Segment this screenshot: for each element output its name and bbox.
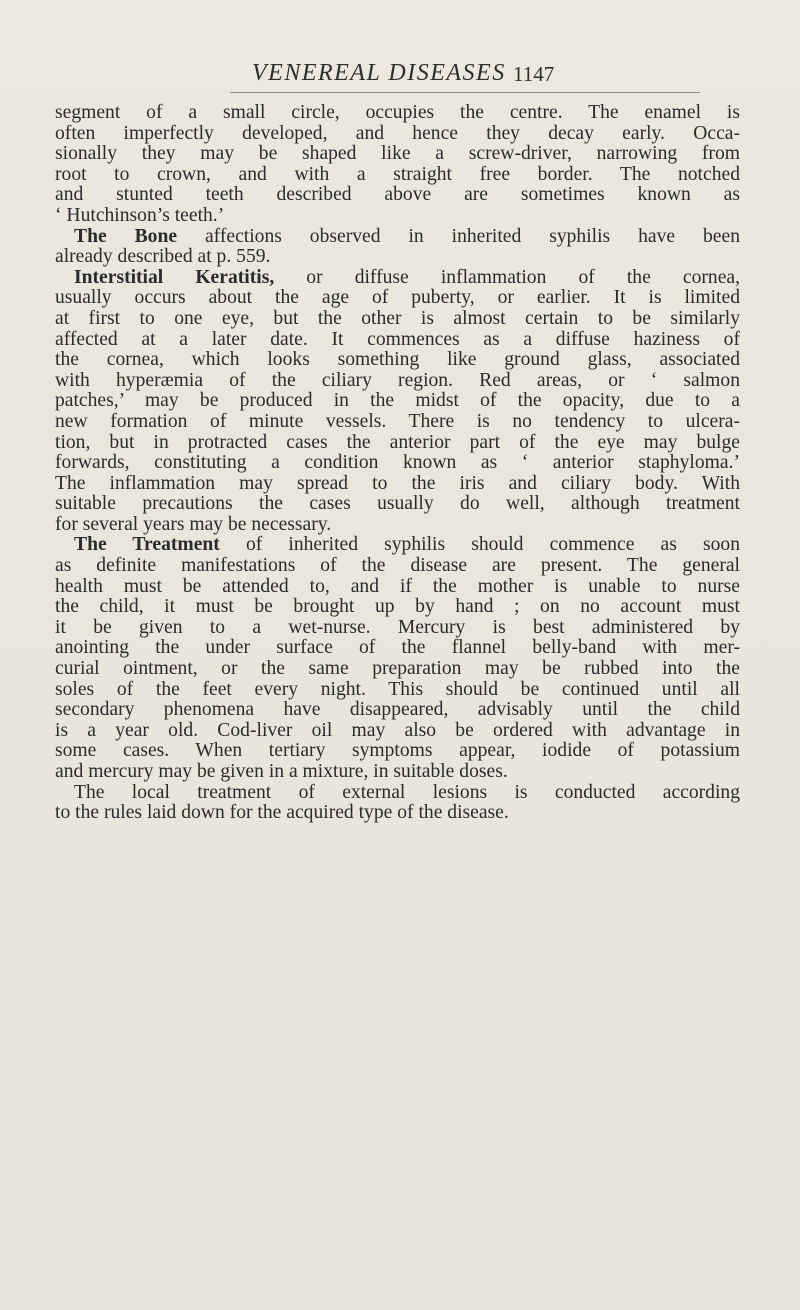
text-line (55, 535, 740, 556)
text-run: affections observed in inherited syphilis have been (177, 225, 740, 247)
paragraph-teeth (55, 103, 740, 227)
paragraph-bone (55, 227, 740, 268)
text-line: curial ointment, or the same preparation may be rubbed into the (55, 658, 740, 680)
text-line: segment of a small circle, occupies the centre. The enamel is (55, 102, 740, 123)
text-line: it be given to a wet-nurse. Mercury is best administered by (55, 616, 740, 638)
text-line: The inflammation may spread to the iris and ciliary body. With (55, 472, 740, 494)
text-line: some cases. When tertiary symptoms appear, iodide of potassium (55, 740, 740, 762)
text-line (55, 268, 740, 289)
text-run: or diffuse inflammation of the cornea, (274, 266, 740, 288)
text-line: ‘ Hutchinson’s teeth.’ (55, 204, 225, 226)
text-line: and mercury may be given in a mixture, in suitable doses. (55, 761, 508, 782)
text-line: the cornea, which looks something like ground glass, associated (55, 349, 740, 371)
text-line: health must be attended to, and if the mother is unable to nurse (55, 575, 740, 597)
page-number: 1147 (513, 62, 555, 86)
header-rule (230, 92, 700, 93)
text-line: soles of the feet every night. This should be continued until all (55, 678, 740, 700)
text-line: tion, but in protracted cases the anterior part of the eye may bulge (55, 431, 740, 453)
bold-lead: The Bone (74, 225, 178, 247)
text-line: and stunted teeth described above are sometimes known as (55, 184, 740, 206)
text-line: usually occurs about the age of puberty, or earlier. It is limited (55, 287, 740, 309)
text-line: the child, it must be brought up by hand ; on no account must (55, 596, 740, 618)
text-run: of inherited syphilis should commence as soon (219, 534, 740, 556)
running-title: VENEREAL DISEASES (252, 60, 506, 86)
text-line: for several years may be necessary. (55, 513, 332, 535)
text-line: new formation of minute vessels. There is no tendency to ulcera- (55, 410, 740, 432)
text-line: secondary phenomena have disappeared, advisably until the child (55, 699, 740, 721)
text-line: patches,’ may be produced in the midst of the opacity, due to a (55, 390, 740, 412)
text-line: forwards, constituting a condition known as ‘ anterior staphyloma.’ (55, 452, 740, 474)
bold-lead: The Treatment (74, 534, 220, 556)
text-line: root to crown, and with a straight free border. The notched (55, 163, 740, 185)
text-line: as definite manifestations of the disease are present. The general (55, 555, 740, 577)
text-line: sionally they may be shaped like a screw-driver, narrowing from (55, 143, 740, 165)
text-line: already described at p. 559. (55, 246, 271, 268)
bold-lead: Interstitial Keratitis, (74, 266, 275, 288)
text-line: often imperfectly developed, and hence they decay early. Occa- (55, 122, 740, 144)
text-line: at first to one eye, but the other is almost certain to be similarly (55, 307, 740, 329)
paragraph-treatment (55, 535, 740, 782)
text-line (55, 227, 740, 248)
text-line: to the rules laid down for the acquired type of the disease. (55, 802, 509, 824)
body-text (55, 103, 740, 824)
paragraph-local-treatment (55, 783, 740, 824)
text-line: anointing the under surface of the flannel belly-band with mer- (55, 637, 740, 659)
text-line: is a year old. Cod-liver oil may also be ordered with advantage in (55, 719, 740, 741)
text-line: The local treatment of external lesions is conducted according (74, 781, 740, 803)
text-line: affected at a later date. It commences as a diffuse haziness of (55, 328, 740, 350)
text-line: suitable precautions the cases usually do well, although treatment (55, 493, 740, 515)
paragraph-keratitis (55, 268, 740, 536)
running-head (40, 60, 750, 94)
text-line: with hyperæmia of the ciliary region. Red areas, or ‘ salmon (55, 369, 740, 391)
